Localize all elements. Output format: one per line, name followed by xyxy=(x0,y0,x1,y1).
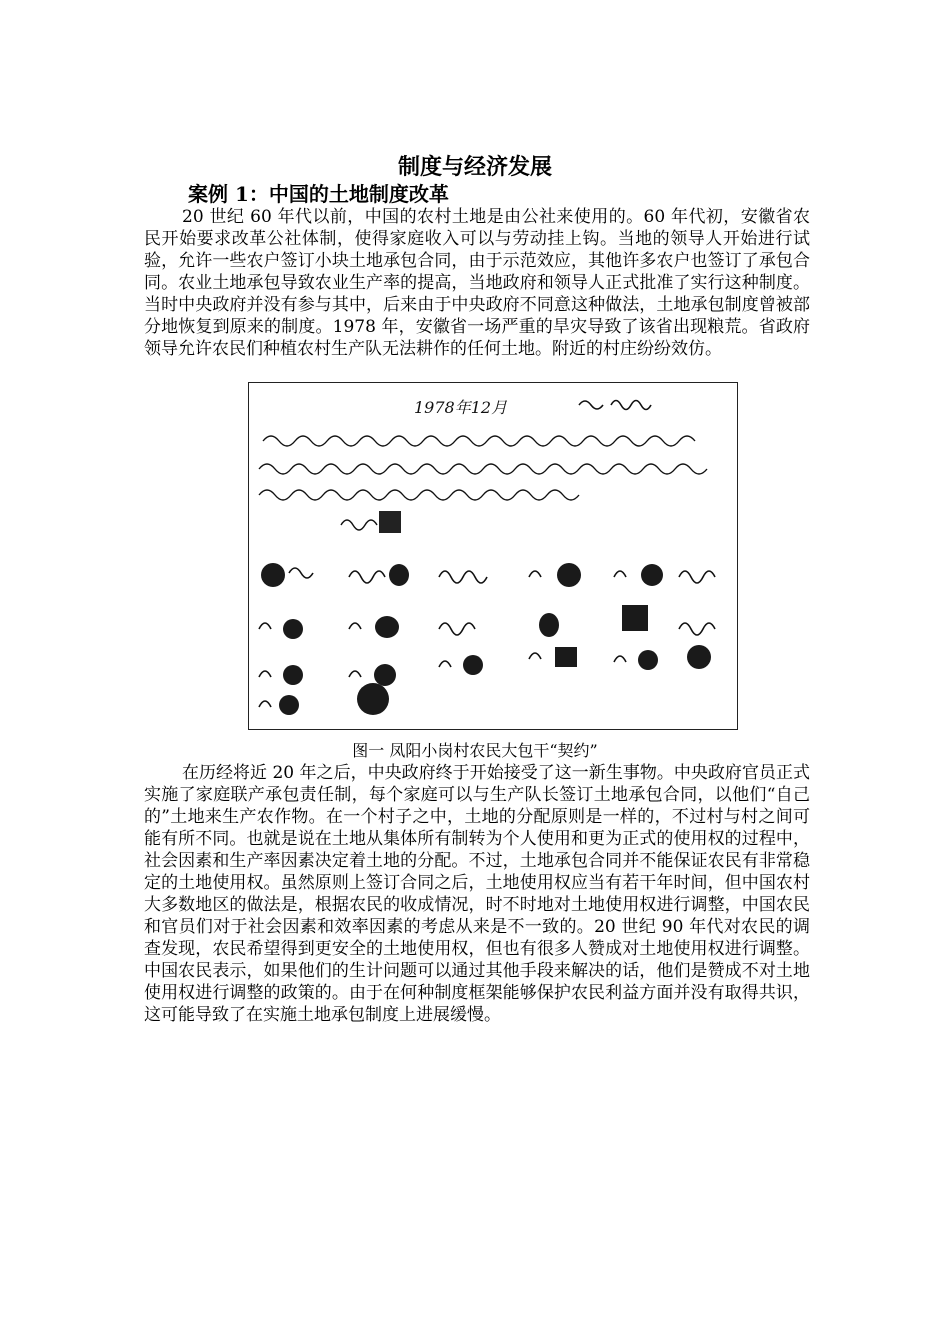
paragraph-2: 在历经将近 20 年之后，中央政府终于开始接受了这一新生事物。中央政府官员正式实施了家庭联产承包责任制，每个家庭可以与生产队长签订土地承包合同，以他们“自己的”土地来生产农作物。在一个村子之中，土地的分配原则是一样的，不过村与村之间可能有所不同。也就是说在土地从集体所有制转为个人使用和更为正式的使用权的过程中，社会因素和生产率因素决定着土地的分配。不过，土地承包合同并不能保证农民有非常稳定的土地使用权。虽然原则上签订合同之后，土地使用权应当有若干年时间，但中国农村大多数地区的做法是，根据农民的收成情况，时不时地对土地使用权进行调整，中国农民和官员们对于社会因素和效率因素的考虑从来是不一致的。20 世纪 90 年代对农民的调查发现，农民希望得到更安全的土地使用权，但也有很多人赞成对土地使用权进行调整。中国农民表示，如果他们的生计问题可以通过其他手段来解决的话，他们是赞成不对土地使用权进行调整的政策的。由于在何种制度框架能够保护农民利益方面并没有取得共识，这可能导致了在实施土地承包制度上进展缓慢。 xyxy=(144,763,810,1025)
document-title: 制度与经济发展 xyxy=(397,154,552,180)
contract-date: 1978年12月 xyxy=(414,398,508,417)
paragraph-1: 20 世纪 60 年代以前，中国的农村土地是由公社来使用的。60 年代初，安徽省农民开始要求改革公社体制，使得家庭收入可以与劳动挂上钩。当地的领导人开始进行试验，允许一些农户签订小块土地承包合同，由于示范效应，其他许多农户也签订了承包合同。农业土地承包导致农业生产率的提高，当地政府和领导人正式批准了实行这种制度。当时中央政府并没有参与其中，后来由于中央政府不同意这种做法，土地承包制度曾被部分地恢复到原来的制度。1978 年，安徽省一场严重的旱灾导致了该省出现粮荒。省政府领导允许农民们种植农村生产队无法耕作的任何土地。附近的村庄纷纷效仿。 xyxy=(144,207,810,359)
figure-caption: 图一 凤阳小岗村农民大包干“契约” xyxy=(352,741,598,760)
contract-image xyxy=(248,382,738,730)
handwriting-lines xyxy=(259,436,707,530)
case-title: 案例 1：中国的土地制度改革 xyxy=(188,182,449,206)
seal-stamp xyxy=(379,511,401,533)
handwritten-contract-illustration xyxy=(249,383,737,729)
signature-grid xyxy=(259,563,715,715)
